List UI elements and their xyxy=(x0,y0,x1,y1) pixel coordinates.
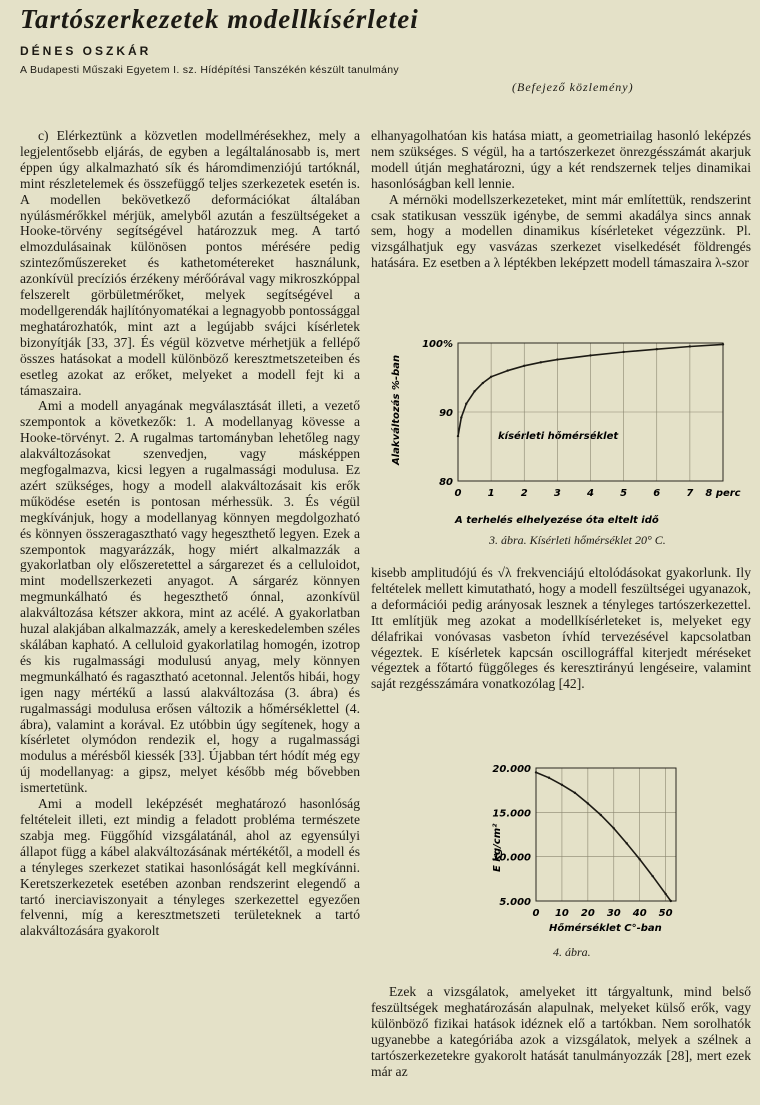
y-tick-label: 20.000 xyxy=(492,764,531,775)
right-column-middle xyxy=(371,565,751,692)
data-point xyxy=(722,343,724,345)
data-point xyxy=(473,390,475,392)
x-tick-label: 10 xyxy=(554,908,569,919)
data-point xyxy=(540,361,542,363)
x-tick-label: 40 xyxy=(632,908,647,919)
paragraph: c) Elérkeztünk a közvetlen modellmérésekhez, mely a legjelentősebb eljárás, de egyben a legáltalánosabb is, mert éppen úgy alkalmazható sík és háromdimenziójú tartóknál, mint részletelemek és összefüggő teljes szerkezetek esetén is. A modellen bekövetkező deformációkat általában nyúlásmérőkkel mérjük, amelyből azután a feszültségeket a Hooke-törvény segítségével határozzuk meg. A tartó elmozdulásainak különösen pontos mérésére pedig szintezőműszereket és kathetométereket használunk, azonkívül precíziós érzékeny mérőórával vagy mikroszkóppal felszerelt görbületmérőket, melyek segítségével a modellgerendák hajlítónyomatékai a legnagyobb pontossággal meghatározhatók, mint azt a legújabb svájci kísérletek bizonyítják [33, 37]. És végül közvetve mérhetjük a fellépő összes hatásokat a modell különböző keresztmetszeteiben és esetleg azokat az erőket, melyeket a modell fejt ki a támaszaira. xyxy=(20,128,360,398)
figure-3-caption: 3. ábra. Kísérleti hőmérséklet 20° C. xyxy=(489,533,666,547)
data-point xyxy=(656,348,658,350)
figure-3-annotation: kísérleti hőmérséklet xyxy=(498,431,619,442)
paragraph: A mérnöki modellszerkezeteket, mint már említettük, rendszerint csak statikusan vesszük igénybe, de semmi akadálya sincs annak sem, hogy a modellen dinamikus kísérleteket végezzünk. Pl. vizsgálhatjuk egy vasvázas szerkezet viselkedését földrengés hatására. Ez esetben a λ léptékben leképzett modell támaszaira λ-szor xyxy=(371,191,751,271)
data-point xyxy=(587,802,589,804)
y-tick-label: 80 xyxy=(439,477,453,488)
data-point xyxy=(460,416,462,418)
x-tick-label: 2 xyxy=(520,488,528,499)
y-tick-label: 100% xyxy=(422,339,453,350)
data-point xyxy=(613,827,615,829)
x-tick-label: 7 xyxy=(686,488,694,499)
x-tick-label: 8 perc xyxy=(705,488,741,499)
y-tick-label: 5.000 xyxy=(499,897,531,908)
x-tick-label: 3 xyxy=(553,488,561,499)
data-point xyxy=(465,403,467,405)
data-point xyxy=(670,900,672,902)
data-point xyxy=(457,435,459,437)
x-tick-label: 5 xyxy=(620,488,628,499)
data-point xyxy=(626,842,628,844)
figure-4-chart xyxy=(440,760,690,940)
paragraph: kisebb amplitudójú és √λ frekvenciájú eltolódásokat gyakorlunk. Ily feltételek mellett kimutatható, hogy a modell feszültségei ugyanazok, a deformációi pedig arányosak lesznek a tényleges tartószerkezettel. Itt említjük meg azokat a modellkísérleteket is, melyeket egy délafrikai vonóvasas vasbeton ívhíd tervezésével kapcsolatban végeztek. E kísérletek kapcsán oscillográffal kiterjedt méréseket végeztek a főtartó függőleges és keresztirányú lengéseire, valamint saját rezgésszámára vonatkozólag [42]. xyxy=(371,565,751,692)
paragraph: Ezek a vizsgálatok, amelyeket itt tárgyaltunk, mind belső feszültségek meghatározásán alapulnak, melyeket külső erők, vagy különböző fizikai hatások idéznek elő a tartókban. Nem sorolhatók ugyanebbe a kategóriába azok a vizsgálatok, melyek a szélnek a tartószerkezetekre gyakorolt hatását tanulmányozzák [28], mert ezek már az xyxy=(371,984,751,1079)
paragraph: elhanyagolhatóan kis hatása miatt, a geometriailag hasonló leképzés nem szükséges. S végül, ha a tartószerkezet önrezgésszámát akarjuk modell útján meghatározni, úgy a két rendszernek teljes dinamikai hasonlóságban kell lennie. xyxy=(371,128,751,191)
figure-4-xlabel: Hőmérséklet C°-ban xyxy=(549,923,662,934)
data-point xyxy=(561,784,563,786)
x-tick-label: 6 xyxy=(653,488,661,499)
figure-4 xyxy=(440,760,690,945)
paragraph: Ami a modell anyagának megválasztását illeti, a vezető szempontok a következők: 1. A modellanyag kövesse a Hooke-törvényt. 2. A rugalmas tartományban lehetőleg nagy alakváltozásokat szenvedjen, vagy másképpen megfogalmazva, kicsi legyen a rugalmassági modulusa. Ez azért szükséges, hogy a modell alakváltozásait kis erők működése esetén is pontosan mérhessük. 3. És végül megkívánjuk, hogy a modellanyag könnyen megdolgozható és könnyen összeragasztható vagy hegeszthető legyen. Ezek a szempontok magyarázzák, hogy miért alkalmazzák a gyakorlatban oly előszeretettel a sárgarezet és a celluloidot, mint modellszerkezeti anyagot. A sárgaréz könnyen megmunkálható és hegeszthető ónnal, azonkívül alakváltozása kétszer akkora, mint az acélé. A gyakorlatban huzal alakjában alkalmazzák, amely a kereskedelemben széles skálában kapható. A celluloid gyakorlatilag homogén, izotrop és kis rugalmassági modulusú anyag, mely könnyen megmunkálható és ragasztható acetonnal. Jelentős hibái, hogy igen nagy mértékű a lassú alakváltozása (3. ábra) és rugalmassági modulusa erősen változik a hőmérséklettel (4. ábra), valamint a korával. Ez utóbbin úgy segítenek, hogy a kísérletet olymódon rendezik el, hogy a rugalmassági modulus a mérésből kiessék [33]. Újabban tért hódít még egy új modellanyag: a gipsz, melyet később még bővebben ismertetünk. xyxy=(20,398,360,796)
data-point xyxy=(689,345,691,347)
data-point xyxy=(506,369,508,371)
figure-4-ylabel: E kg/cm² xyxy=(492,823,503,872)
data-point xyxy=(548,777,550,779)
figure-3-ylabel: Alakváltozás %-ban xyxy=(391,354,402,465)
data-point xyxy=(574,792,576,794)
data-point xyxy=(639,858,641,860)
data-point xyxy=(556,358,558,360)
continuation-note: (Befejező közlemény) xyxy=(512,80,634,94)
x-tick-label: 0 xyxy=(532,908,540,919)
article-title: Tartószerkezetek modellkísérletei xyxy=(20,4,419,34)
figure-3-chart xyxy=(375,335,755,530)
x-tick-label: 30 xyxy=(606,908,621,919)
left-column xyxy=(20,128,360,939)
x-tick-label: 1 xyxy=(487,488,495,499)
right-column-bottom xyxy=(371,984,751,1079)
x-tick-label: 50 xyxy=(658,908,673,919)
right-column-top xyxy=(371,128,751,271)
data-point xyxy=(523,365,525,367)
figure-3-xlabel: A terhelés elhelyezése óta eltelt idő xyxy=(455,515,659,526)
data-point xyxy=(589,354,591,356)
series-line xyxy=(536,772,671,901)
plot-frame xyxy=(536,768,676,901)
x-tick-label: 0 xyxy=(454,488,462,499)
data-point xyxy=(600,814,602,816)
data-point xyxy=(622,351,624,353)
x-tick-label: 20 xyxy=(580,908,595,919)
affiliation: A Budapesti Műszaki Egyetem I. sz. Hídépítési Tanszékén készült tanulmány xyxy=(20,64,399,76)
author: DÉNES OSZKÁR xyxy=(20,44,152,58)
data-point xyxy=(482,382,484,384)
x-tick-label: 4 xyxy=(587,488,594,499)
data-point xyxy=(535,771,537,773)
y-tick-label: 10.000 xyxy=(492,852,531,864)
y-tick-label: 15.000 xyxy=(492,808,531,820)
figure-4-caption: 4. ábra. xyxy=(553,945,591,959)
data-point xyxy=(664,893,666,895)
figure-3 xyxy=(375,335,755,535)
data-point xyxy=(651,875,653,877)
y-tick-label: 90 xyxy=(439,408,453,419)
data-point xyxy=(490,376,492,378)
paragraph: Ami a modell leképzését meghatározó hasonlóság feltételeit illeti, ezt mindig a feladott probléma természete szabja meg. Függőhíd vizsgálatánál, ahol az egyensúlyi állapot függ a kábel alakváltozásának mértékétől, a modell és a tényleges szerkezet statikai hasonlóságát kell megkívánni. Keretszerkezetek esetében azonban rendszerint elegendő a tartó inerciaviszonyait a tényleges szerkezettel egyezően felvenni, míg a keresztmetszeti területeknek a tartó alakváltozására gyakorolt xyxy=(20,796,360,939)
